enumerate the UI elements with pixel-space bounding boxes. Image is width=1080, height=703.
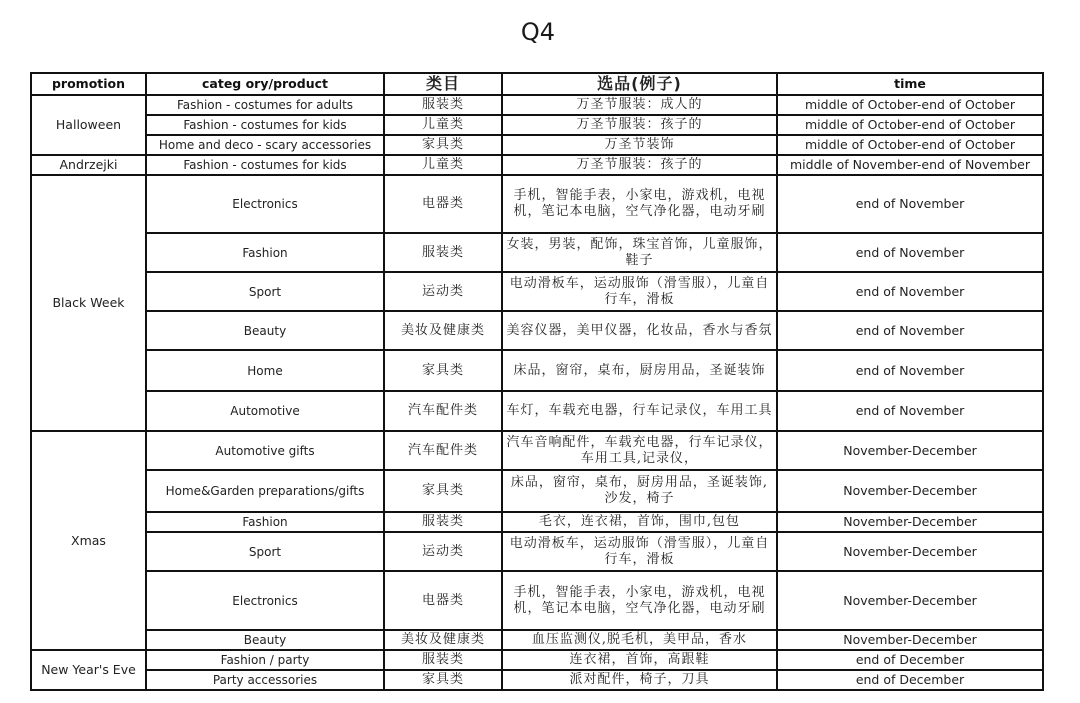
category-cell: Home and deco - scary accessories [146,135,384,155]
table-row [31,512,1043,532]
table-row [31,431,1043,470]
time-cell: end of December [777,650,1043,670]
table-row [31,630,1043,650]
category-cell: Beauty [146,311,384,350]
examples-cell: 电动滑板车，运动服饰（滑雪服），儿童自行车，滑板 [502,272,777,311]
promotion-cell: New Year's Eve [31,650,146,690]
category-cell: Fashion - costumes for kids [146,155,384,175]
category-cell: Electronics [146,571,384,630]
time-cell: November-December [777,571,1043,630]
time-cell: end of November [777,272,1043,311]
promotion-cell: Xmas [31,431,146,650]
q4-promotion-table [30,72,1044,691]
table-row [31,650,1043,670]
time-cell: end of November [777,391,1043,431]
category-cell: Fashion / party [146,650,384,670]
category-zh-cell: 家具类 [384,670,502,690]
category-zh-cell: 儿童类 [384,115,502,135]
table-row [31,670,1043,690]
table-row [31,135,1043,155]
examples-cell: 床品，窗帘，桌布，厨房用品，圣诞装饰,沙发，椅子 [502,470,777,512]
table-row [31,311,1043,350]
time-cell: end of November [777,311,1043,350]
category-cell: Electronics [146,175,384,233]
category-zh-cell: 电器类 [384,571,502,630]
category-cell: Sport [146,272,384,311]
category-zh-cell: 电器类 [384,175,502,233]
category-cell: Fashion - costumes for kids [146,115,384,135]
category-cell: Fashion [146,233,384,272]
category-zh-cell: 服装类 [384,650,502,670]
category-zh-cell: 汽车配件类 [384,391,502,431]
promotion-cell: Halloween [31,95,146,155]
category-zh-cell: 美妆及健康类 [384,630,502,650]
category-zh-cell: 运动类 [384,272,502,311]
time-cell: middle of October-end of October [777,135,1043,155]
category-zh-cell: 服装类 [384,95,502,115]
examples-cell: 连衣裙，首饰，高跟鞋 [502,650,777,670]
table-row [31,350,1043,391]
category-cell: Beauty [146,630,384,650]
category-zh-cell: 家具类 [384,470,502,512]
header-time: time [777,73,1043,95]
category-zh-cell: 汽车配件类 [384,431,502,470]
table-row [31,155,1043,175]
examples-cell: 电动滑板车，运动服饰（滑雪服），儿童自行车，滑板 [502,532,777,571]
category-zh-cell: 家具类 [384,350,502,391]
time-cell: middle of October-end of October [777,115,1043,135]
table-row [31,391,1043,431]
examples-cell: 手机，智能手表，小家电，游戏机，电视机，笔记本电脑，空气净化器，电动牙刷 [502,175,777,233]
examples-cell: 毛衣，连衣裙，首饰，围巾,包包 [502,512,777,532]
examples-cell: 美容仪器，美甲仪器，化妆品，香水与香氛 [502,311,777,350]
header-category-zh: 类目 [384,73,502,95]
table-row [31,115,1043,135]
time-cell: end of November [777,175,1043,233]
category-cell: Party accessories [146,670,384,690]
category-cell: Automotive gifts [146,431,384,470]
category-cell: Sport [146,532,384,571]
examples-cell: 派对配件，椅子，刀具 [502,670,777,690]
examples-cell: 万圣节服装：成人的 [502,95,777,115]
promotion-cell: Andrzejki [31,155,146,175]
time-cell: end of November [777,350,1043,391]
examples-cell: 手机，智能手表，小家电，游戏机，电视机，笔记本电脑，空气净化器，电动牙刷 [502,571,777,630]
examples-cell: 汽车音响配件，车载充电器，行车记录仪，车用工具,记录仪， [502,431,777,470]
category-cell: Fashion - costumes for adults [146,95,384,115]
header-examples-zh: 选品(例子) [502,73,777,95]
examples-cell: 血压监测仪,脱毛机，美甲品，香水 [502,630,777,650]
header-promotion: promotion [31,73,146,95]
category-zh-cell: 运动类 [384,532,502,571]
category-zh-cell: 儿童类 [384,155,502,175]
table-row [31,571,1043,630]
category-zh-cell: 服装类 [384,512,502,532]
time-cell: middle of November-end of November [777,155,1043,175]
table-row [31,175,1043,233]
table-row [31,272,1043,311]
time-cell: middle of October-end of October [777,95,1043,115]
page-title: Q4 [520,18,556,46]
category-cell: Home&Garden preparations/gifts [146,470,384,512]
table-row [31,233,1043,272]
header-category: categ ory/product [146,73,384,95]
table-row [31,532,1043,571]
category-zh-cell: 家具类 [384,135,502,155]
category-zh-cell: 服装类 [384,233,502,272]
examples-cell: 女装，男装，配饰，珠宝首饰，儿童服饰，鞋子 [502,233,777,272]
table-row [31,95,1043,115]
examples-cell: 万圣节装饰 [502,135,777,155]
table-row [31,470,1043,512]
examples-cell: 万圣节服装：孩子的 [502,155,777,175]
time-cell: November-December [777,512,1043,532]
examples-cell: 车灯，车载充电器，行车记录仪，车用工具 [502,391,777,431]
category-zh-cell: 美妆及健康类 [384,311,502,350]
category-cell: Home [146,350,384,391]
time-cell: November-December [777,470,1043,512]
category-cell: Fashion [146,512,384,532]
promotion-cell: Black Week [31,175,146,431]
category-cell: Automotive [146,391,384,431]
examples-cell: 万圣节服装：孩子的 [502,115,777,135]
time-cell: November-December [777,630,1043,650]
time-cell: end of November [777,233,1043,272]
time-cell: end of December [777,670,1043,690]
header-row [31,73,1043,95]
examples-cell: 床品，窗帘，桌布，厨房用品，圣诞装饰 [502,350,777,391]
time-cell: November-December [777,431,1043,470]
time-cell: November-December [777,532,1043,571]
